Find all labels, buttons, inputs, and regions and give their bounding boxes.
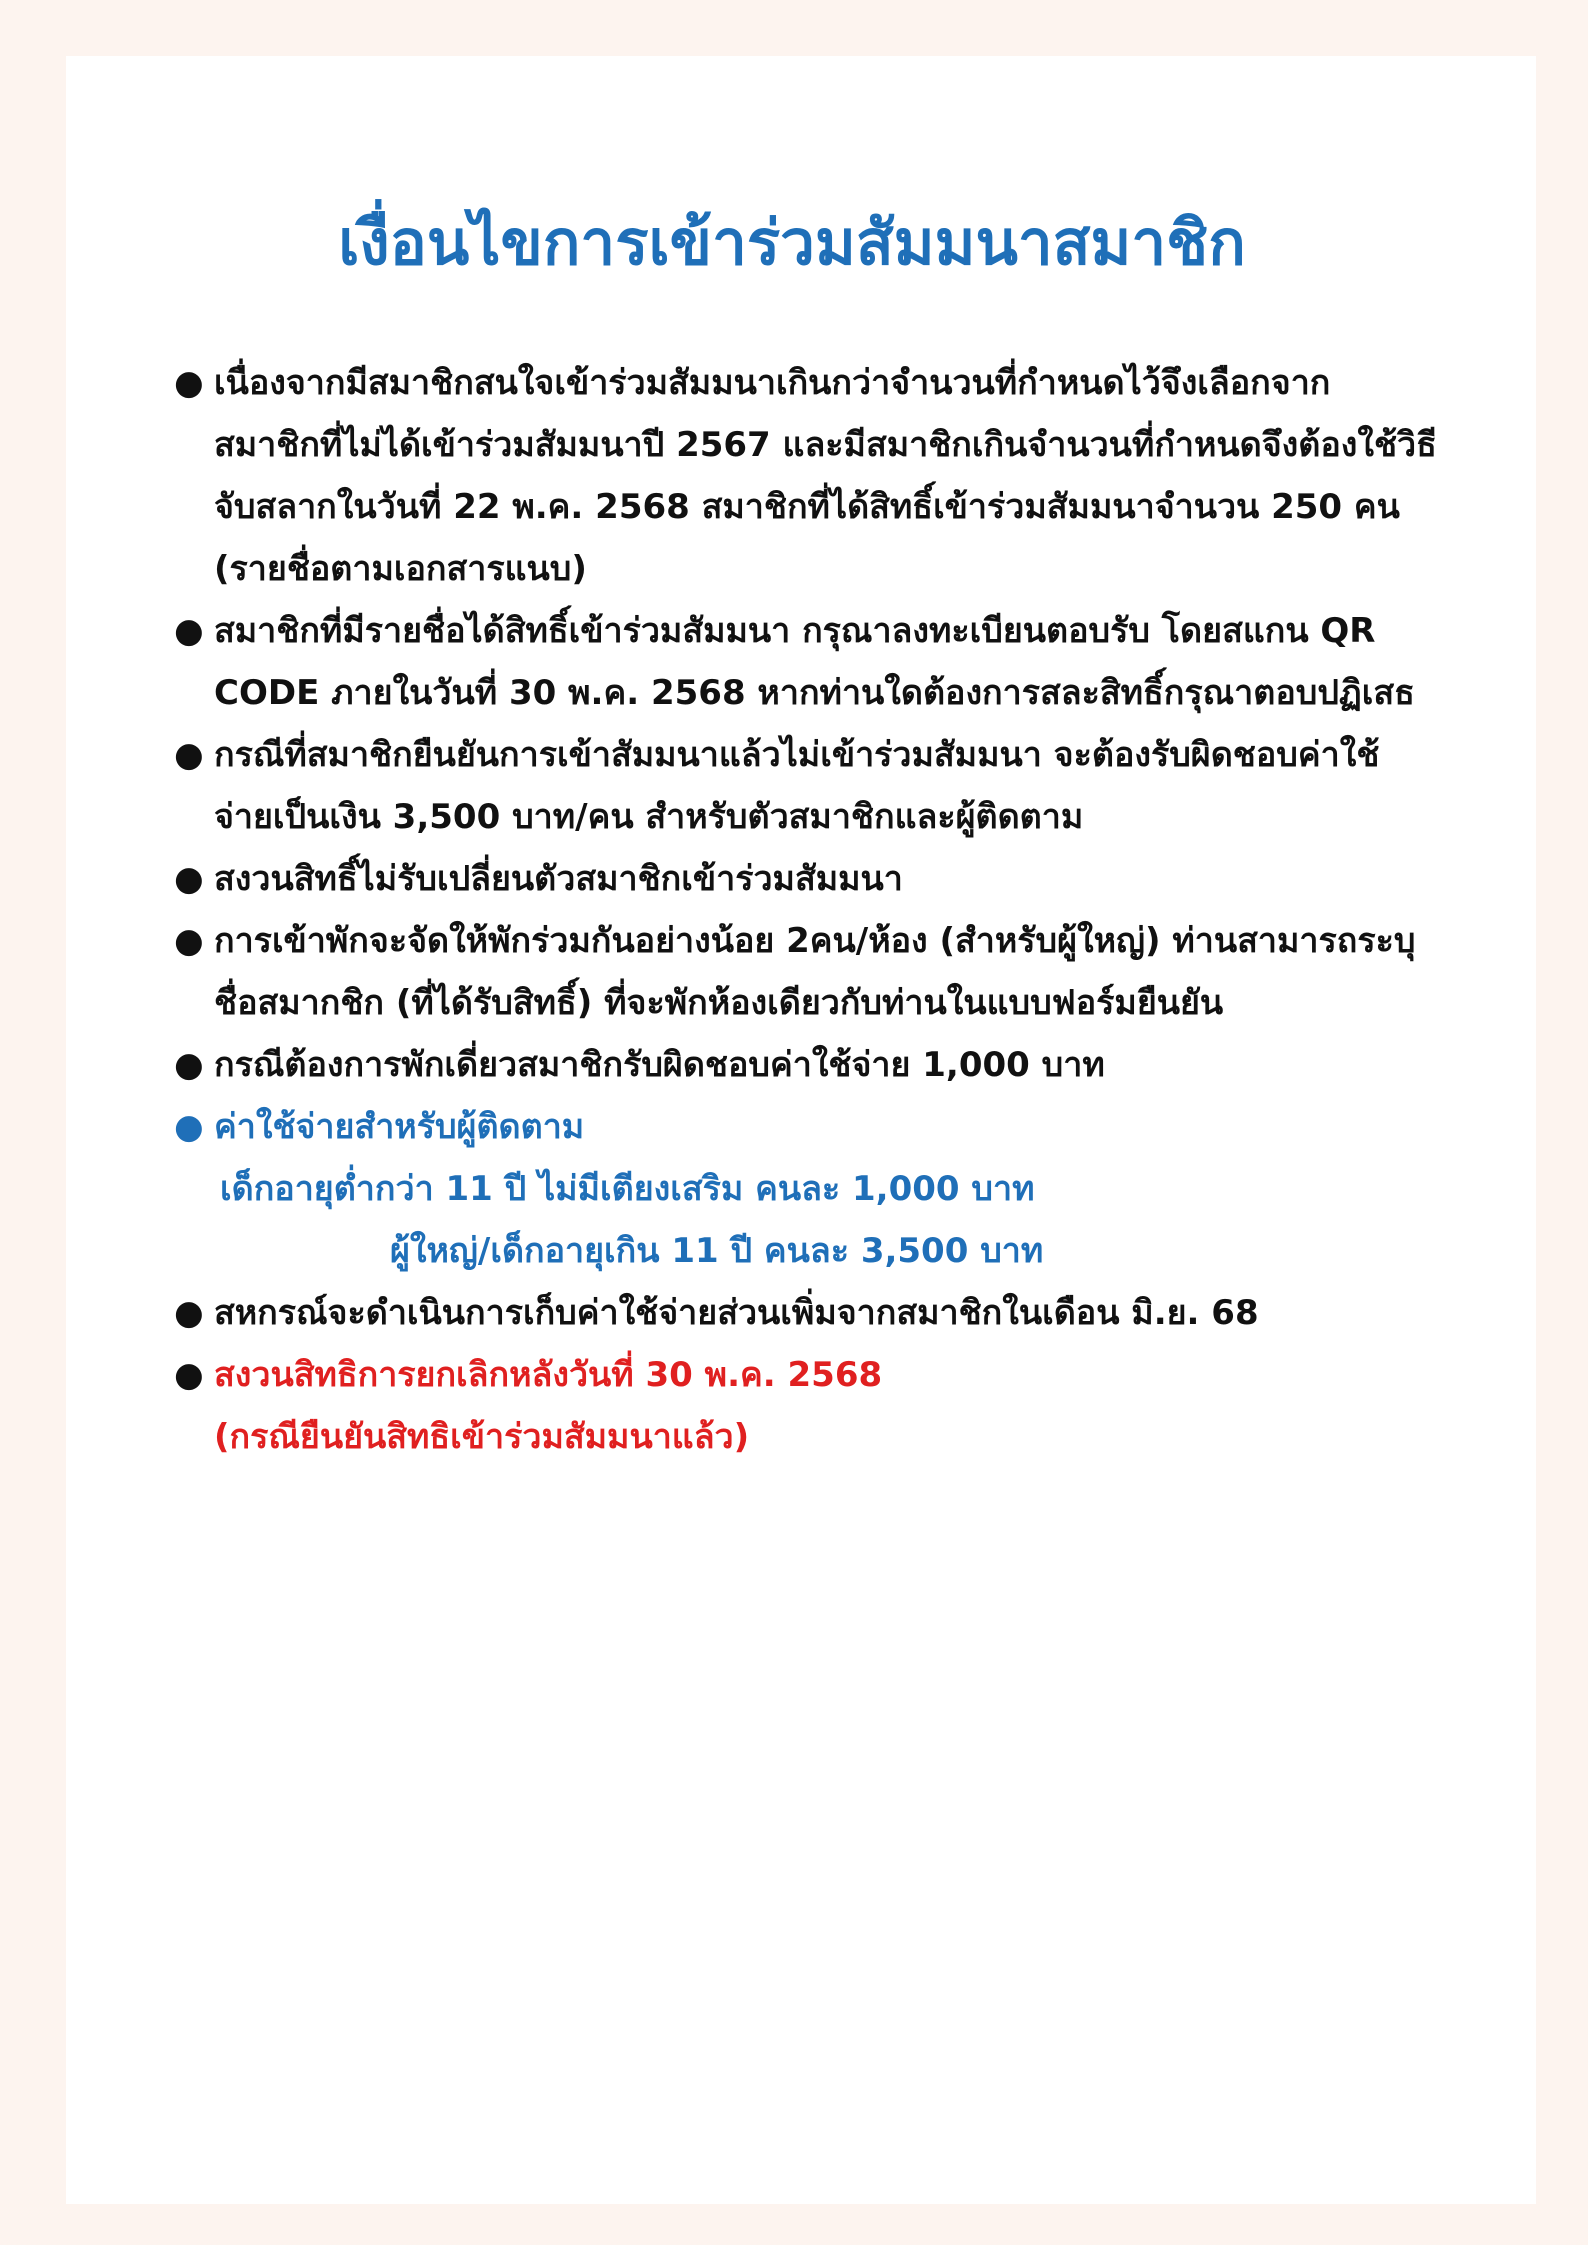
item-text-line: กรณีต้องการพักเดี่ยวสมาชิกรับผิดชอบค่าใช้จ่าย 1,000 บาท xyxy=(214,1045,1105,1085)
item-text-line: จ่ายเป็นเงิน 3,500 บาท/คน สำหรับตัวสมาชิกและผู้ติดตาม xyxy=(214,797,1084,837)
bullet-icon: ● xyxy=(174,363,204,403)
document-page xyxy=(66,56,1536,2204)
item-text-line: เนื่องจากมีสมาชิกสนใจเข้าร่วมสัมมนาเกินกว่าจำนวนที่กำหนดไว้จึงเลือกจาก xyxy=(214,363,1331,403)
item-text-line: สงวนสิทธิการยกเลิกหลังวันที่ 30 พ.ค. 2568 xyxy=(214,1355,883,1395)
item-text-line: (กรณียืนยันสิทธิเข้าร่วมสัมมนาแล้ว) xyxy=(214,1417,750,1457)
bullet-icon: ● xyxy=(174,1045,204,1085)
list-item xyxy=(174,848,1526,910)
list-item xyxy=(174,600,1526,724)
item-text-line: สมาชิกที่ไม่ได้เข้าร่วมสัมมนาปี 2567 และมีสมาชิกเกินจำนวนที่กำหนดจึงต้องใช้วิธี xyxy=(214,425,1437,465)
item-text-line: ผู้ใหญ่/เด็กอายุเกิน 11 ปี คนละ 3,500 บาท xyxy=(390,1231,1044,1271)
item-text-line: สมาชิกที่มีรายชื่อได้สิทธิ์เข้าร่วมสัมมนา กรุณาลงทะเบียนตอบรับ โดยสแกน QR xyxy=(214,611,1376,651)
item-text-line: กรณีที่สมาชิกยืนยันการเข้าสัมมนาแล้วไม่เข้าร่วมสัมมนา จะต้องรับผิดชอบค่าใช้ xyxy=(214,735,1380,775)
list-item-cancellation xyxy=(174,1344,1526,1468)
list-item xyxy=(174,352,1526,600)
item-text-line: (รายชื่อตามเอกสารแนบ) xyxy=(214,549,587,589)
item-text-line: การเข้าพักจะจัดให้พักร่วมกันอย่างน้อย 2คน/ห้อง (สำหรับผู้ใหญ่) ท่านสามารถระบุ xyxy=(214,921,1416,961)
bullet-icon: ● xyxy=(174,735,204,775)
item-text-line: จับสลากในวันที่ 22 พ.ค. 2568 สมาชิกที่ได้สิทธิ์เข้าร่วมสัมมนาจำนวน 250 คน xyxy=(214,487,1400,527)
bullet-icon: ● xyxy=(174,859,204,899)
bullet-icon: ● xyxy=(174,1107,204,1147)
list-item xyxy=(174,910,1526,1034)
bullet-icon: ● xyxy=(174,1355,204,1395)
item-text-line: สงวนสิทธิ์ไม่รับเปลี่ยนตัวสมาชิกเข้าร่วมสัมมนา xyxy=(214,859,903,899)
bullet-icon: ● xyxy=(174,1293,204,1333)
bullet-icon: ● xyxy=(174,921,204,961)
document-title: เงื่อนไขการเข้าร่วมสัมมนาสมาชิก xyxy=(338,206,1246,279)
list-item xyxy=(174,724,1526,848)
conditions-list xyxy=(174,352,1526,1468)
item-text-line: เด็กอายุต่ำกว่า 11 ปี ไม่มีเตียงเสริม คนละ 1,000 บาท xyxy=(220,1169,1035,1209)
item-text-line: สหกรณ์จะดำเนินการเก็บค่าใช้จ่ายส่วนเพิ่มจากสมาชิกในเดือน มิ.ย. 68 xyxy=(214,1293,1259,1333)
item-text-line: CODE ภายในวันที่ 30 พ.ค. 2568 หากท่านใดต้องการสละสิทธิ์กรุณาตอบปฏิเสธ xyxy=(214,673,1415,713)
item-text-line: ชื่อสมากชิก (ที่ได้รับสิทธิ์) ที่จะพักห้องเดียวกับท่านในแบบฟอร์มยืนยัน xyxy=(214,983,1224,1023)
list-item xyxy=(174,1282,1526,1344)
list-item-follower-costs xyxy=(174,1096,1526,1282)
bullet-icon: ● xyxy=(174,611,204,651)
list-item xyxy=(174,1034,1526,1096)
item-text-line: ค่าใช้จ่ายสำหรับผู้ติดตาม xyxy=(214,1107,585,1147)
